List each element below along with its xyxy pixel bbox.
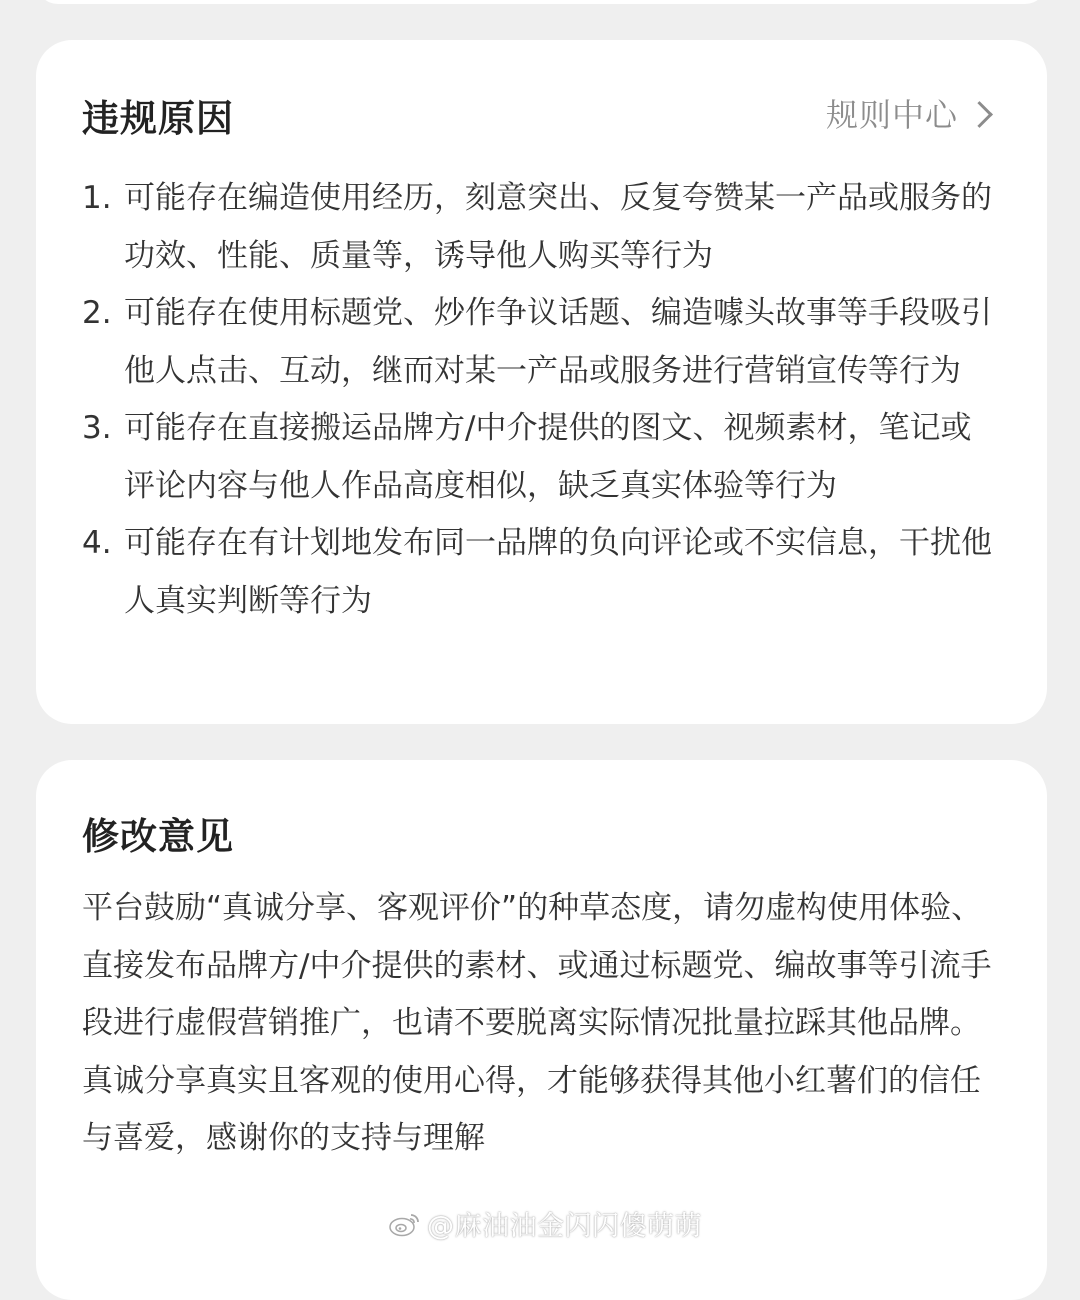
reason-number: 3. (82, 410, 112, 446)
violation-reason-item (82, 285, 1002, 400)
reason-text: 可能存在使用标题党、炒作争议话题、编造噱头故事等手段吸引他人点击、互动，继而对某一产品或服务进行营销宣传等行为 (124, 295, 992, 389)
reason-text: 可能存在编造使用经历，刻意突出、反复夸赞某一产品或服务的功效、性能、质量等，诱导他人购买等行为 (124, 180, 992, 274)
previous-card-bottom (36, 0, 1047, 4)
violation-reason-title: 违规原因 (82, 97, 234, 140)
weibo-logo-icon (389, 1211, 421, 1237)
watermark-text: @麻油油金闪闪傻萌萌 (427, 1211, 702, 1242)
watermark (389, 1204, 702, 1243)
chevron-right-icon (966, 101, 993, 128)
reason-number: 4. (82, 525, 112, 561)
violation-reason-card (36, 40, 1047, 724)
violation-reason-item (82, 515, 1002, 630)
modification-suggestion-title: 修改意见 (82, 815, 234, 858)
reason-number: 1. (82, 180, 112, 216)
violation-reason-item (82, 400, 1002, 515)
reason-number: 2. (82, 295, 112, 331)
modification-suggestion-text: 平台鼓励“真诚分享、客观评价”的种草态度，请勿虚构使用体验、直接发布品牌方/中介提供的素材、或通过标题党、编故事等引流手段进行虚假营销推广，也请不要脱离实际情况批量拉踩其他品牌。真诚分享真实且客观的使用心得，才能够获得其他小红薯们的信任与喜爱，感谢你的支持与理解 (82, 890, 992, 1156)
violation-reason-item (82, 170, 1002, 285)
rule-center-link[interactable] (826, 90, 989, 136)
violation-reason-list (82, 170, 1002, 630)
reason-text: 可能存在有计划地发布同一品牌的负向评论或不实信息，干扰他人真实判断等行为 (124, 525, 992, 619)
rule-center-label: 规则中心 (825, 96, 958, 134)
reason-text: 可能存在直接搬运品牌方/中介提供的图文、视频素材，笔记或评论内容与他人作品高度相似，缺乏真实体验等行为 (124, 410, 972, 504)
